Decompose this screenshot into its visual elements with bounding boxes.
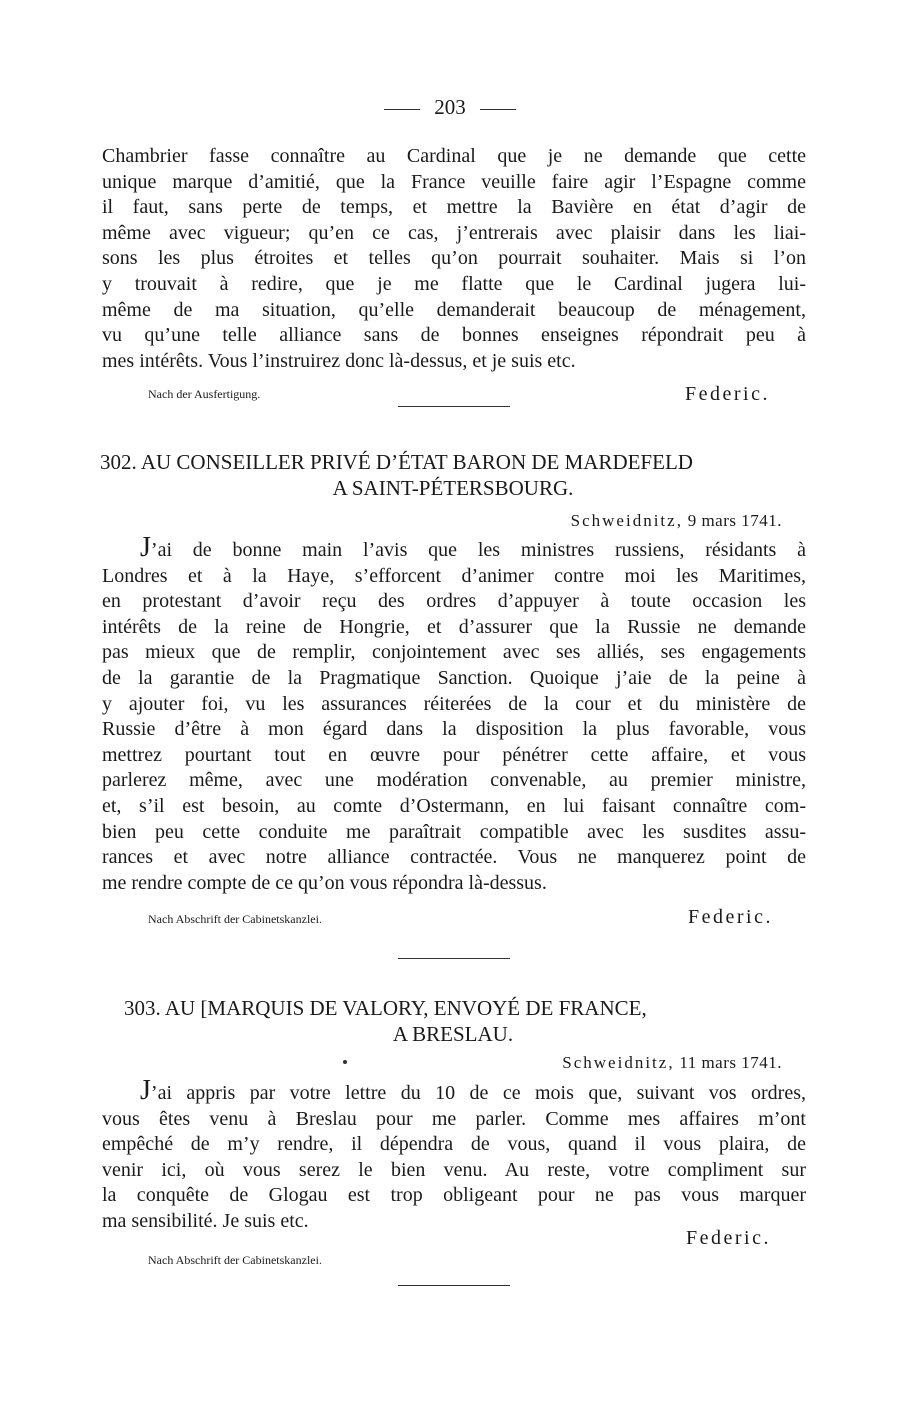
text-line: bien peu cette conduite me paraîtrait compatible avec les susdites assu- — [102, 820, 806, 843]
text-line: et, s’il est besoin, au comte d’Ostermann, en lui faisant connaître com- — [102, 794, 806, 817]
text-line: unique marque d’amitié, que la France veuille faire agir l’Espagne comme — [102, 170, 806, 193]
text-line: y trouvait à redire, que je me flatte que le Cardinal jugera lui- — [102, 272, 806, 295]
letter-303-body — [102, 1075, 806, 1235]
text-line: venir ici, où vous serez le bien venu. Au reste, votre compliment sur — [102, 1158, 806, 1181]
section-divider — [398, 1285, 510, 1286]
text-line: Russie d’être à mon égard dans la disposition la plus favorable, vous — [102, 718, 806, 741]
initial-letter: J — [140, 532, 151, 563]
section-divider — [398, 406, 510, 407]
letter-303-source: Nach Abschrift der Cabinetskanzlei. — [148, 1253, 322, 1267]
letter-301-body — [102, 144, 806, 374]
text-line: me rendre compte de ce qu’on vous répondra là-dessus. — [102, 871, 547, 894]
text-line: empêché de m’y rendre, il dépendra de vous, quand il vous plaira, de — [102, 1133, 806, 1156]
text-line: même avec vigueur; qu’en ce cas, j’entrerais avec plaisir dans les liai- — [102, 221, 806, 244]
letter-303-addressee: AU [MARQUIS DE VALORY, ENVOYÉ DE FRANCE, — [164, 996, 647, 1020]
page-number-dash-left — [384, 109, 420, 110]
text-line-first — [102, 1075, 806, 1107]
letter-302-dateline — [571, 511, 782, 531]
text-line: intérêts de la reine de Hongrie, et d’assurer que la Russie ne demande — [102, 615, 806, 638]
letter-303-heading-line1 — [100, 995, 806, 1021]
initial-letter: J — [140, 1075, 151, 1106]
page-number-dash-right — [480, 109, 516, 110]
text-line: rances et avec notre alliance contractée. Vous ne manquerez point de — [102, 846, 806, 869]
text-line: de la garantie de la Pragmatique Sanction. Quoique j’aie de la peine à — [102, 666, 806, 689]
letter-302-heading-line2: A SAINT-PÉTERSBOURG. — [332, 476, 574, 500]
text-line: pas mieux que de remplir, conjointement avec ses alliés, ses engagements — [102, 641, 806, 664]
letter-302-number: 302. — [100, 450, 137, 474]
text-line: Chambrier fasse connaître au Cardinal que je ne demande que cette — [102, 145, 806, 167]
letter-302-signature: Federic. — [688, 906, 773, 928]
letter-303-signature: Federic. — [686, 1227, 771, 1249]
ink-dot-mark — [343, 1060, 347, 1064]
first-line-text: ’ai appris par votre lettre du 10 de ce mois que, suivant vos ordres, — [150, 1082, 806, 1104]
text-line: la conquête de Glogau est trop obligeant pour ne pas vous marquer — [102, 1184, 806, 1207]
letter-302-addressee: AU CONSEILLER PRIVÉ D’ÉTAT BARON DE MARDEFELD — [140, 450, 693, 474]
text-line: parlerez même, avec une modération convenable, au premier ministre, — [102, 769, 806, 792]
section-divider — [398, 958, 510, 959]
text-line-first — [102, 532, 806, 564]
text-line: y ajouter foi, vu les assurances réiterées de la cour et du ministère de — [102, 692, 806, 715]
first-line-text: ’ai de bonne main l’avis que les ministres russiens, résidants à — [150, 539, 806, 561]
text-line: mes intérêts. Vous l’instruirez donc là-dessus, et je suis etc. — [102, 349, 576, 372]
letter-302-date-place: Schweidnitz, — [570, 511, 683, 530]
page-number — [0, 95, 900, 120]
letter-302-body — [102, 532, 806, 896]
text-line: vous êtes venu à Breslau pour me parler. Comme mes affaires m’ont — [102, 1107, 806, 1130]
text-line: Londres et à la Haye, s’efforcent d’animer contre moi les Maritimes, — [102, 564, 806, 587]
letter-302-date: 9 mars 1741. — [687, 511, 782, 530]
text-line: en protestant d’avoir reçu des ordres d’appuyer à toute occasion les — [102, 590, 806, 613]
text-line: mettrez pourtant tout en œuvre pour pénétrer cette affaire, et vous — [102, 743, 806, 766]
letter-301-source: Nach der Ausfertigung. — [148, 387, 261, 401]
text-line: même de ma situation, qu’elle demanderait beaucoup de ménagement, — [102, 298, 806, 321]
text-line: ma sensibilité. Je suis etc. — [102, 1209, 309, 1232]
letter-302-heading — [100, 449, 806, 501]
text-line: sons les plus étroites et telles qu’on pourrait souhaiter. Mais si l’on — [102, 247, 806, 270]
letter-303-heading-line2: A BRESLAU. — [392, 1022, 514, 1046]
letter-303-date-place: Schweidnitz, — [562, 1053, 675, 1072]
letter-303-date: 11 mars 1741. — [679, 1053, 782, 1072]
page-number-text: 203 — [434, 95, 466, 119]
letter-302-heading-line1 — [100, 449, 806, 475]
letter-303-number: 303. — [124, 996, 161, 1020]
letter-303-dateline — [562, 1053, 782, 1073]
text-line: il faut, sans perte de temps, et mettre la Bavière en état d’agir de — [102, 196, 806, 219]
letter-303-heading — [100, 995, 806, 1047]
letter-302-source: Nach Abschrift der Cabinetskanzlei. — [148, 912, 322, 926]
letter-301-signature: Federic. — [685, 383, 770, 405]
text-line: vu qu’une telle alliance sans de bonnes enseignes répondrait peu à — [102, 324, 806, 347]
